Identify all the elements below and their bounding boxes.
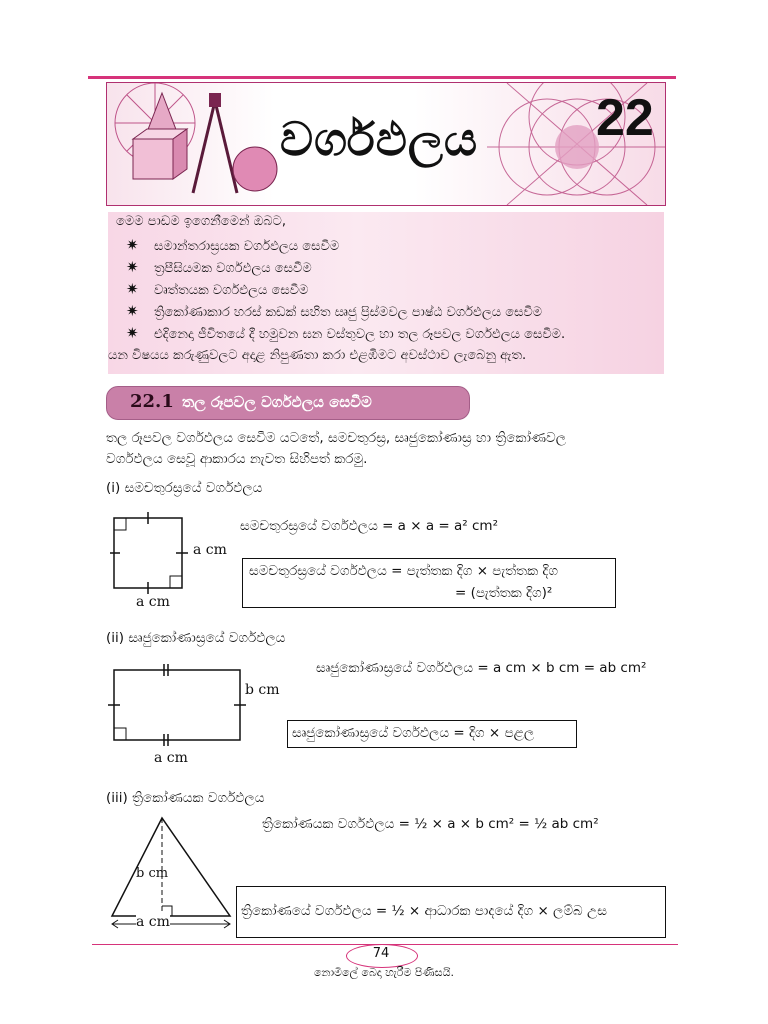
asterisk-bullet-icon: ✷	[126, 258, 139, 276]
rectangle-side-label-right: b cm	[245, 682, 280, 698]
page-number: 74	[372, 946, 390, 961]
asterisk-bullet-icon: ✷	[126, 302, 139, 320]
rectangle-area-rule-box	[287, 720, 577, 748]
square-figure	[110, 508, 190, 598]
rectangle-area-formula: සෘජුකෝණාස්‍රයේ වර්ගඵලය = a cm × b cm = ab cm²	[316, 660, 647, 676]
asterisk-bullet-icon: ✷	[126, 324, 139, 342]
square-area-rule-box	[242, 558, 616, 608]
top-rule	[88, 76, 676, 79]
square-side-label-bottom: a cm	[136, 594, 170, 610]
square-area-formula: සමචතුරස්‍රයේ වර්ගඵලය = a × a = a² cm²	[240, 518, 498, 534]
asterisk-bullet-icon: ✷	[126, 280, 139, 298]
square-side-label-right: a cm	[193, 542, 227, 558]
asterisk-bullet-icon: ✷	[126, 236, 139, 254]
rectangle-rule-line: සෘජුකෝණාස්‍රයේ වර්ගඵලය = දිග × පළල	[292, 725, 535, 741]
objective-item: ✷ එදිනෙදා ජීවිතයේ දී හමුවන ඝන වස්තුවල හා තල රූපවල වර්ගඵලය සෙවීම.	[126, 324, 566, 342]
triangle-base-label: a cm	[136, 914, 170, 930]
triangle-figure	[104, 814, 238, 932]
square-heading: (i) සමචතුරස්‍රයේ වර්ගඵලය	[106, 480, 263, 496]
objectives-outro: යන විෂයය කරුණුවලට අදාළ නිපුණතා කරා එළඹීමට අවස්ථාව ලැබෙනු ඇත.	[108, 348, 527, 363]
objectives-intro: මෙම පාඩම ඉගෙනීමෙන් ඔබට,	[116, 214, 287, 229]
chapter-number: 22	[596, 89, 654, 147]
section-title: තල රූපවල වර්ගඵලය සෙවීම	[182, 393, 372, 411]
chapter-title: වර්ගඵලය	[280, 112, 479, 166]
square-rule-line-1: සමචතුරස්‍රයේ වර්ගඵලය = පැත්තක දිග × පැත්තක දිග	[249, 563, 559, 579]
learning-objectives-panel	[108, 212, 664, 374]
triangle-area-rule-box	[236, 886, 666, 938]
triangle-heading: (iii) ත්‍රිකෝණයක වර්ගඵලය	[106, 790, 265, 806]
objective-item: ✷ වෘත්තයක වර්ගඵලය සෙවීම	[126, 280, 309, 298]
triangle-rule-line: ත්‍රිකෝණයේ වර්ගඵලය = ½ × ආධාරක පාදයේ දිග × ලම්බ උස	[241, 903, 608, 919]
square-rule-line-2: = (පැත්තක දිග)²	[455, 585, 553, 601]
rectangle-figure	[104, 660, 252, 750]
objective-item: ✷ ත්‍රිකෝණාකාර හරස් කඩක් සහිත ඍජු ප්‍රිස්මවල පාෂ්ඨ වර්ගඵලය සෙවීම	[126, 302, 543, 320]
objective-item: ✷ සමාන්තරාස්‍රයක වර්ගඵලය සෙවීම	[126, 236, 340, 254]
rectangle-side-label-bottom: a cm	[154, 750, 188, 766]
triangle-height-label: b cm	[136, 866, 169, 881]
section-intro-line-2: වර්ගඵලය සෙවූ ආකාරය නැවත සිහිපත් කරමු.	[106, 451, 368, 467]
objective-item: ✷ ත්‍රපීසියමක වර්ගඵලය සෙවීම	[126, 258, 312, 276]
footer-motto: නොමිලේ බෙදා හැරීම පිණිසයි.	[314, 966, 454, 979]
section-number: 22.1	[130, 391, 174, 412]
rectangle-heading: (ii) සෘජුකෝණාස්‍රයේ වර්ගඵලය	[106, 630, 286, 646]
triangle-area-formula: ත්‍රිකෝණයක වර්ගඵලය = ½ × a × b cm² = ½ ab cm²	[262, 816, 599, 832]
section-intro-line-1: තල රූපවල වර්ගඵලය සෙවීම යටතේ, සමචතුරස්‍ර, සෘජුකෝණාස්‍ර හා ත්‍රිකෝණවල	[106, 430, 567, 446]
